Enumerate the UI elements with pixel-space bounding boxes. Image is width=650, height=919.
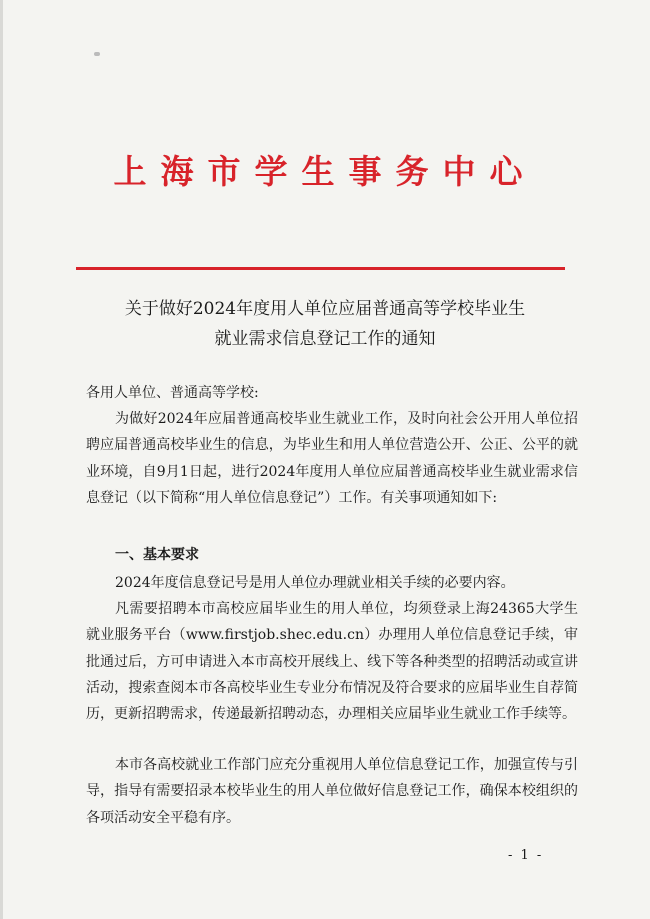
notice-title-line-1: 关于做好2024年度用人单位应届普通高等学校毕业生	[124, 299, 526, 319]
paragraph-registration-number: 2024年度信息登记号是用人单位办理就业相关手续的必要内容。	[115, 575, 515, 591]
scan-edge	[0, 0, 3, 919]
paragraph-platform: 凡需要招聘本市高校应届毕业生的用人单位，均须登录上海24365大学生就业服务平台（www.firstjob.shec.edu.cn）办理用人单位信息登记手续，审批通过后，方可申请进入本市高校开展线上、线下等各种类型的招聘活动或宣讲活动，搜索查阅本市各高校毕业生专业分布情况及符合要求的应届毕业生自荐简历，更新招聘需求，传递最新招聘动态，办理相关应届毕业生就业工作手续等。	[86, 601, 578, 723]
page-number: - 1 -	[508, 848, 544, 863]
agency-header: 上海市学生事务中心	[113, 152, 537, 191]
salutation: 各用人单位、普通高等学校:	[86, 385, 259, 401]
section-heading: 一、基本要求	[115, 547, 199, 563]
paragraph-universities: 本市各高校就业工作部门应充分重视用人单位信息登记工作，加强宣传与引导，指导有需要招录本校毕业生的用人单位做好信息登记工作，确保本校组织的各项活动安全平稳有序。	[86, 757, 578, 826]
scan-speck	[94, 52, 100, 56]
red-divider-rule	[76, 267, 565, 270]
paragraph-intro: 为做好2024年应届普通高校毕业生就业工作，及时向社会公开用人单位招聘应届普通高校毕业生的信息，为毕业生和用人单位营造公开、公正、公平的就业环境，自9月1日起，进行2024年度用人单位应届普通高校毕业生就业需求信息登记（以下简称“用人单位信息登记”）工作。有关事项通知如下:	[86, 411, 578, 506]
notice-title-line-2: 就业需求信息登记工作的通知	[214, 329, 436, 349]
